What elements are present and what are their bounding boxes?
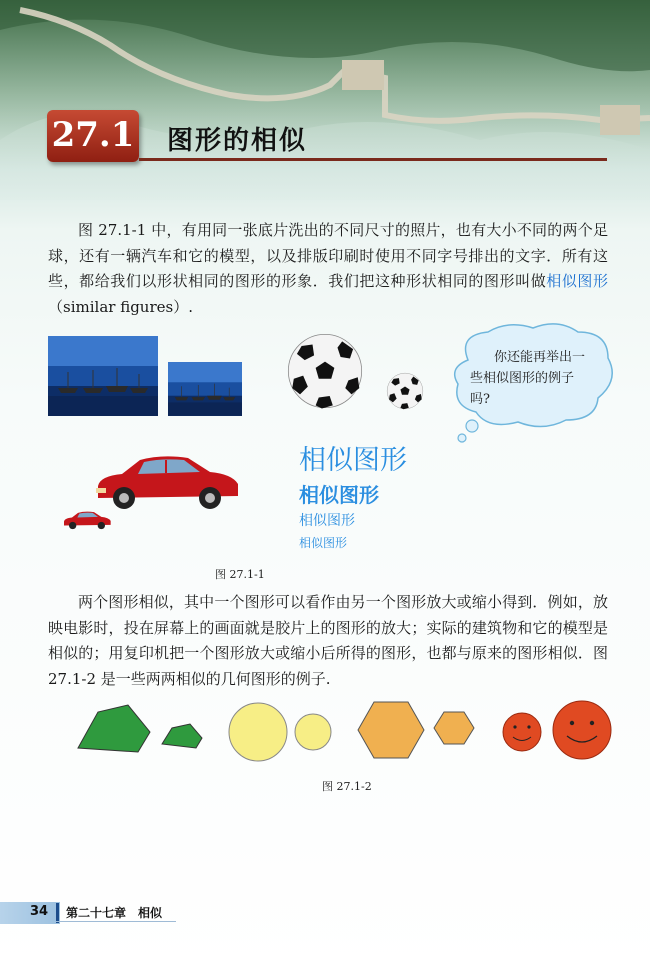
page-number: 34 (30, 904, 49, 919)
similar-text-sm: 相似图形 (299, 536, 348, 550)
figure1-caption: 图 27.1-1 (215, 568, 265, 581)
boats-photo-small (168, 362, 242, 416)
smiley-face-large (553, 701, 611, 759)
watchtower (342, 60, 384, 90)
section-number-badge (47, 110, 139, 162)
boats-photo-large (48, 336, 158, 416)
chapter-title: 第二十七章 相似 (66, 906, 163, 920)
similar-text-md: 相似图形 (299, 513, 355, 529)
circle-small (295, 714, 331, 750)
intro-paragraph (48, 218, 608, 320)
similar-figures-term: 相似图形 (546, 272, 608, 290)
great-wall-banner (0, 0, 650, 200)
pentagon-large (78, 705, 150, 752)
section-title: 图形的相似 (167, 126, 308, 156)
hexagon-large (358, 702, 424, 758)
car-large (92, 452, 242, 514)
intro-text: 图 27.1-1 中，有用同一张底片洗出的不同尺寸的照片，也有大小不同的两个足球，还有一辆汽车和它的模型，以及排版印刷时使用不同字号排出的文字．所有这些，都给我们以形状相同的图形的形象．我们把这种形状相同的图形叫做 (48, 221, 608, 290)
similar-text-xl: 相似图形 (299, 445, 407, 476)
similar-text-lg: 相似图形 (299, 483, 379, 507)
footer-separator (56, 903, 59, 923)
pentagon-small (162, 724, 202, 748)
explanation-paragraph: 两个图形相似，其中一个图形可以看作由另一个图形放大或缩小得到．例如，放映电影时，投在屏幕上的画面就是胶片上的图形的放大；实际的建筑物和它的模型是相似的；用复印机把一个图形放大或缩小后所得的图形，也都与原来的图形相似．图 27.1-2 是一些两两相似的几何图形的例子. (48, 593, 608, 688)
figure2-caption: 图 27.1-2 (322, 780, 372, 793)
title-underline (139, 158, 607, 161)
geometric-figures (76, 700, 616, 762)
intro-text-end: （similar figures）. (48, 297, 193, 316)
section-number: 27.1 (51, 115, 135, 155)
car-model-small (62, 510, 112, 531)
bubble-question: 你还能再举出一些相似图形的例子吗? (470, 350, 586, 407)
watchtower (600, 105, 640, 135)
circle-large (229, 703, 287, 761)
soccer-ball-small (386, 372, 424, 410)
soccer-ball-large (286, 332, 364, 410)
hexagon-small (434, 712, 474, 744)
footer-underline (56, 921, 176, 922)
smiley-face-small (503, 713, 541, 751)
